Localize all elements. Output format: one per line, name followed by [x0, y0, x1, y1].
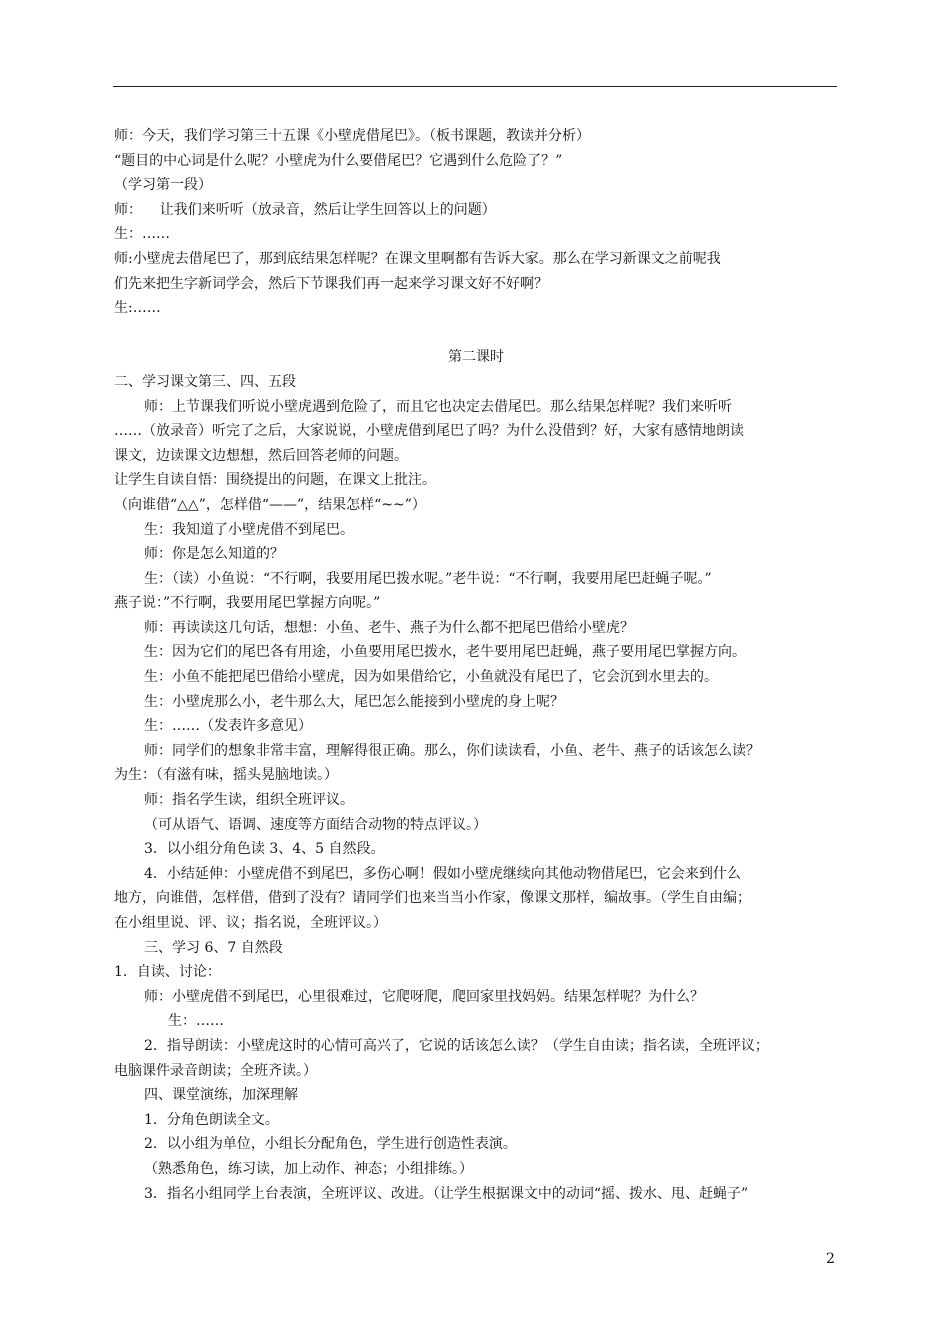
- paragraph-line: 4．小结延伸：小壁虎借不到尾巴，多伤心啊！假如小壁虎继续向其他动物借尾巴，它会来到什么: [144, 865, 741, 882]
- paragraph-line: 师：同学们的想象非常丰富，理解得很正确。那么，你们读读看，小鱼、老牛、燕子的话该怎么读？: [144, 742, 760, 759]
- paragraph-line: 3．指名小组同学上台表演，全班评议、改进。（让学生根据课文中的动词“摇、拨水、甩、赶蝇子”: [144, 1185, 749, 1202]
- paragraph-line: 师：今天，我们学习第三十五课《小壁虎借尾巴》。（板书课题，教读并分析）: [114, 128, 590, 144]
- paragraph-line: 生：……: [168, 1013, 224, 1030]
- paragraph-line: 生：我知道了小壁虎借不到尾巴。: [144, 521, 354, 538]
- blank-line: [114, 321, 838, 346]
- paragraph-line: 课文，边读课文边想想，然后回答老师的问题。: [114, 447, 408, 464]
- paragraph-line: 师：指名学生读，组织全班评议。: [144, 792, 354, 809]
- paragraph-line: 燕子说：”不行啊，我要用尾巴掌握方向呢。”: [114, 595, 381, 612]
- paragraph-line: 师： 让我们来听听（放录音，然后让学生回答以上的问题）: [114, 201, 496, 218]
- paragraph-line: （向谁借“△△”，怎样借“——”，结果怎样“~~”）: [114, 496, 426, 513]
- paragraph-line: 师：上节课我们听说小壁虎遇到危险了，而且它也决定去借尾巴。那么结果怎样呢？我们来听听: [144, 398, 732, 415]
- paragraph-line: 2．指导朗读：小壁虎这时的心情可高兴了，它说的话该怎么读？（学生自由读；指名读，全班评议；: [144, 1037, 769, 1054]
- paragraph-line: 生：小壁虎那么小，老牛那么大，尾巴怎么能接到小壁虎的身上呢？: [144, 693, 564, 710]
- paragraph-line: 师：你是怎么知道的？: [144, 546, 284, 563]
- paragraph-line: ……（放录音）听完了之后，大家说说，小壁虎借到尾巴了吗？为什么没借到？好，大家有感情地朗读: [114, 423, 744, 440]
- paragraph-line: 生：因为它们的尾巴各有用途，小鱼要用尾巴拨水，老牛要用尾巴赶蝇，燕子要用尾巴掌握方向。: [144, 644, 746, 661]
- paragraph-line: 让学生自读自悟：围绕提出的问题，在课文上批注。: [114, 472, 436, 489]
- paragraph-line: “题目的中心词是什么呢？小壁虎为什么要借尾巴？它遇到什么危险了？”: [114, 152, 563, 169]
- paragraph-line: 1．自读、讨论：: [114, 964, 221, 981]
- paragraph-line: 2．以小组为单位，小组长分配角色，学生进行创造性表演。: [144, 1136, 517, 1153]
- paragraph-line: 1．分角色朗读全文。: [144, 1111, 279, 1128]
- paragraph-line: 们先来把生字新词学会，然后下节课我们再一起来学习课文好不好啊？: [114, 275, 548, 292]
- paragraph-line: 生:……: [114, 300, 161, 317]
- paragraph-line: 生：小鱼不能把尾巴借给小壁虎，因为如果借给它，小鱼就没有尾巴了，它会沉到水里去的。: [144, 669, 718, 686]
- paragraph-line: （可从语气、语调、速度等方面结合动物的特点评议。）: [144, 816, 487, 833]
- paragraph-line: 师：再读读这几句话，想想：小鱼、老牛、燕子为什么都不把尾巴借给小壁虎？: [144, 619, 634, 636]
- section-heading: 四、课堂演练，加深理解: [144, 1087, 298, 1104]
- paragraph-line: 在小组里说、评、议；指名说，全班评议。）: [114, 915, 387, 931]
- paragraph-line: 为生：（有滋有味，摇头晃脑地读。）: [114, 767, 338, 784]
- header-rule: [113, 86, 837, 87]
- paragraph-line: 生：……: [114, 226, 170, 243]
- document-body: [114, 124, 838, 1206]
- paragraph-line: 地方，向谁借，怎样借，借到了没有？请同学们也来当当小作家，像课文那样，编故事。（学生自由编；: [114, 890, 751, 907]
- paragraph-line: 生：（读）小鱼说：“不行啊，我要用尾巴拨水呢。”老牛说：“不行啊，我要用尾巴赶蝇子呢。”: [144, 570, 712, 587]
- page-number: 2: [826, 1251, 835, 1267]
- paragraph-line: 3．以小组分角色读 3、4、5 自然段。: [144, 841, 385, 858]
- paragraph-line: 生：……（发表许多意见）: [144, 718, 312, 735]
- paragraph-line: 师：小壁虎借不到尾巴，心里很难过，它爬呀爬，爬回家里找妈妈。结果怎样呢？为什么？: [144, 988, 704, 1005]
- paragraph-line: 师:小壁虎去借尾巴了，那到底结果怎样呢？在课文里啊都有告诉大家。那么在学习新课文之前呢我: [114, 250, 721, 267]
- paragraph-line: （学习第一段）: [114, 177, 212, 194]
- section-title: 第二课时: [448, 349, 504, 366]
- section-heading: 三、学习 6、7 自然段: [144, 939, 283, 956]
- paragraph-line: （熟悉角色，练习读，加上动作、神态；小组排练。）: [144, 1160, 473, 1177]
- paragraph-line: 电脑课件录音朗读；全班齐读。）: [114, 1062, 317, 1079]
- section-heading: 二、学习课文第三、四、五段: [114, 373, 296, 390]
